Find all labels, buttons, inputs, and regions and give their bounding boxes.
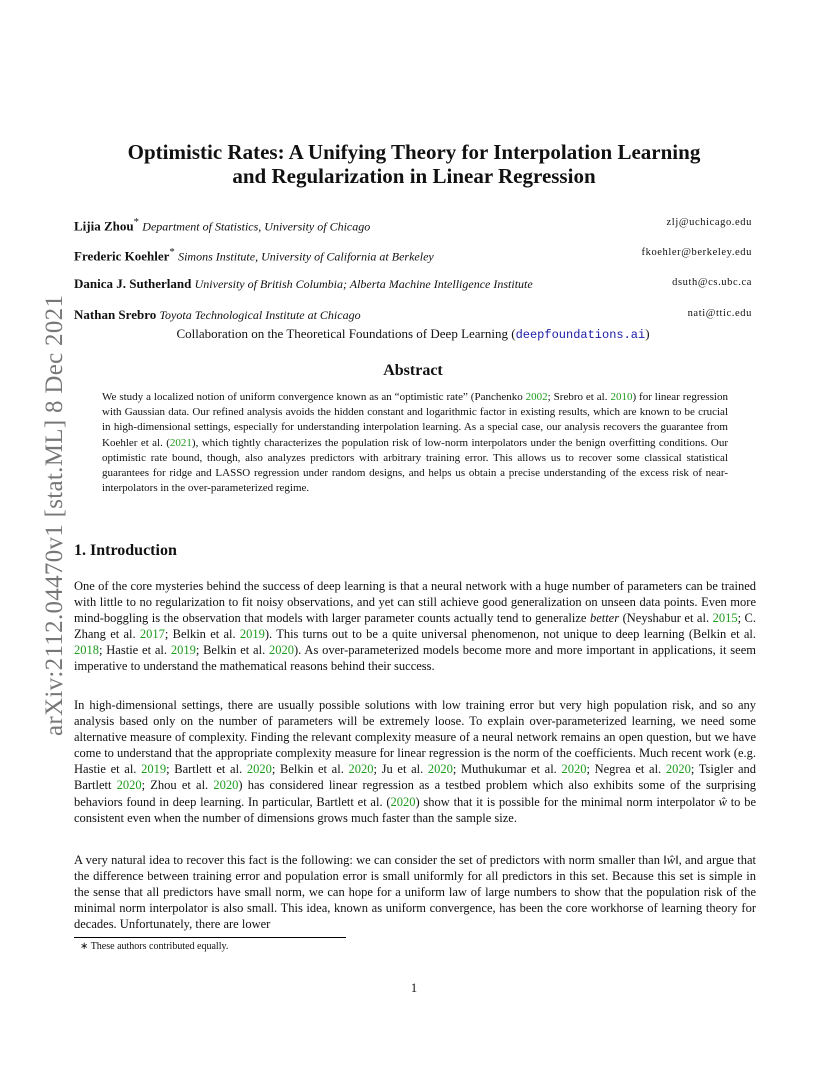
author-1 xyxy=(74,216,752,234)
author-email[interactable]: nati@ttic.edu xyxy=(687,308,752,319)
collaboration-close: ) xyxy=(645,326,650,341)
deepfoundations-link[interactable]: deepfoundations.ai xyxy=(515,328,646,342)
author-affiliation: Department of Statistics, University of Chicago xyxy=(142,219,371,234)
citation-year[interactable]: 2019 xyxy=(141,762,167,777)
author-name: Nathan Srebro xyxy=(74,307,157,322)
author-4 xyxy=(74,307,752,323)
author-2 xyxy=(74,246,752,264)
citation-year[interactable]: 2002 xyxy=(525,391,548,403)
title-line-1: Optimistic Rates: A Unifying Theory for Interpolation Learning xyxy=(127,140,701,164)
equal-contribution-mark: * xyxy=(169,246,175,258)
citation-year[interactable]: 2020 xyxy=(665,762,691,777)
paper-title xyxy=(100,140,728,188)
citation-year[interactable]: 2020 xyxy=(269,643,295,658)
author-name: Danica J. Sutherland xyxy=(74,276,192,291)
author-affiliation: Toyota Technological Institute at Chicago xyxy=(159,308,361,322)
citation-year[interactable]: 2020 xyxy=(427,762,453,777)
author-name: Lijia Zhou xyxy=(74,218,134,234)
abstract-text: We study a localized notion of uniform convergence known as an “optimistic rate” (Panchenko 2002; Srebro et al. 2010) for linear regression with Gaussian data. Our refined analysis avoids the hidden constant and logarithmic factor in existing results, which are known to be crucial in high-dimensional settings, especially for understanding interpolation learning. As a special case, our analysis recovers the guarantee from Koehler et al. (2021), which tightly characterizes the population risk of low-norm interpolators under the benign overfitting conditions. Our optimistic rate bound, though, also analyzes predictors with arbitrary training error. This allows us to recover some classical statistical guarantees for ridge and LASSO regression under random designs, and helps us obtain a precise understanding of the excess risk of near-interpolators in the over-parameterized regime. xyxy=(102,391,729,495)
citation-year[interactable]: 2021 xyxy=(169,436,192,449)
author-3 xyxy=(74,276,752,292)
citation-year[interactable]: 2017 xyxy=(139,627,165,642)
author-affiliation: University of British Columbia; Alberta Machine Intelligence Institute xyxy=(194,277,533,291)
citation-year[interactable]: 2019 xyxy=(170,643,196,658)
citation-year[interactable]: 2020 xyxy=(213,778,239,793)
intro-paragraph-3: A very natural idea to recover this fact is the following: we can consider the set of predictors with norm smaller than ‖ŵ‖, and argue that the difference between training error and population error is small uniformly for all predictors in this set. Because this set is simple in the sense that all predictors have small norm, we can hope for a uniform law of large numbers to show that the population risk of the minimal norm interpolator is also small. This idea, known as uniform convergence, has been the core workhorse of learning theory for decades. Unfortunately, there are lower xyxy=(74,853,756,932)
citation-year[interactable]: 2018 xyxy=(74,643,99,658)
author-email[interactable]: dsuth@cs.ubc.ca xyxy=(672,277,752,288)
citation-year[interactable]: 2020 xyxy=(246,762,272,777)
title-line-2: and Regularization in Linear Regression xyxy=(232,164,596,188)
arxiv-identifier-stamp: arXiv:2112.04470v1 [stat.ML] 8 Dec 2021 xyxy=(41,294,68,736)
author-email[interactable]: fkoehler@berkeley.edu xyxy=(641,247,752,258)
intro-paragraph-1: One of the core mysteries behind the success of deep learning is that a neural network with a huge number of parameters can be trained with little to no regularization to fit noisy observations, and yet can still achieve good generalization on unseen data points. Even more mind-boggling is the observation that models with larger parameter counts actually tend to generalize better (Neyshabur et al. 2015; C. Zhang et al. 2017; Belkin et al. 2019). This turns out to be a quite universal phenomenon, not unique to deep learning (Belkin et al. 2018; Hastie et al. 2019; Belkin et al. 2020). As over-parameterized models become more and more important in applications, it seem imperative to understand the mathematical reasons behind their success. xyxy=(74,579,757,674)
citation-year[interactable]: 2020 xyxy=(390,794,416,809)
footnote: ∗ These authors contributed equally. xyxy=(80,941,229,952)
abstract-heading: Abstract xyxy=(383,362,443,379)
author-email[interactable]: zlj@uchicago.edu xyxy=(666,217,752,228)
citation-year[interactable]: 2020 xyxy=(561,762,587,777)
author-affiliation: Simons Institute, University of California at Berkeley xyxy=(178,249,434,264)
citation-year[interactable]: 2019 xyxy=(239,627,265,642)
equal-contribution-mark: * xyxy=(133,216,140,228)
section-heading-introduction: 1. Introduction xyxy=(74,542,177,559)
author-name: Frederic Koehler xyxy=(74,248,170,264)
citation-year[interactable]: 2020 xyxy=(348,762,374,777)
citation-year[interactable]: 2010 xyxy=(610,391,633,403)
citation-year[interactable]: 2020 xyxy=(116,778,142,793)
intro-paragraph-2: In high-dimensional settings, there are usually possible solutions with low training error but very high population risk, and so any analysis based only on the number of parameters will be extremely loose. To explain over-parameterized learning, we need some alternative measure of complexity. Finding the relevant complexity measure of a neural network remains an open question, but we have come to understand that the appropriate complexity measure for linear regression is the norm of the coefficients. Much recent work (e.g. Hastie et al. 2019; Bartlett et al. 2020; Belkin et al. 2020; Ju et al. 2020; Muthukumar et al. 2020; Negrea et al. 2020; Tsigler and Bartlett 2020; Zhou et al. 2020) has considered linear regression as a testbed problem which also exhibits some of the surprising behaviors found in deep learning. In particular, Bartlett et al. (2020) show that it is possible for the minimal norm interpolator ŵ to be consistent even when the number of dimensions grows much faster than the sample size. xyxy=(74,698,756,825)
footnote-rule xyxy=(74,937,346,938)
collaboration-text: Collaboration on the Theoretical Foundations of Deep Learning ( xyxy=(176,326,516,341)
citation-year[interactable]: 2015 xyxy=(712,611,738,626)
collaboration-line xyxy=(74,326,752,342)
page-number: 1 xyxy=(410,981,418,995)
